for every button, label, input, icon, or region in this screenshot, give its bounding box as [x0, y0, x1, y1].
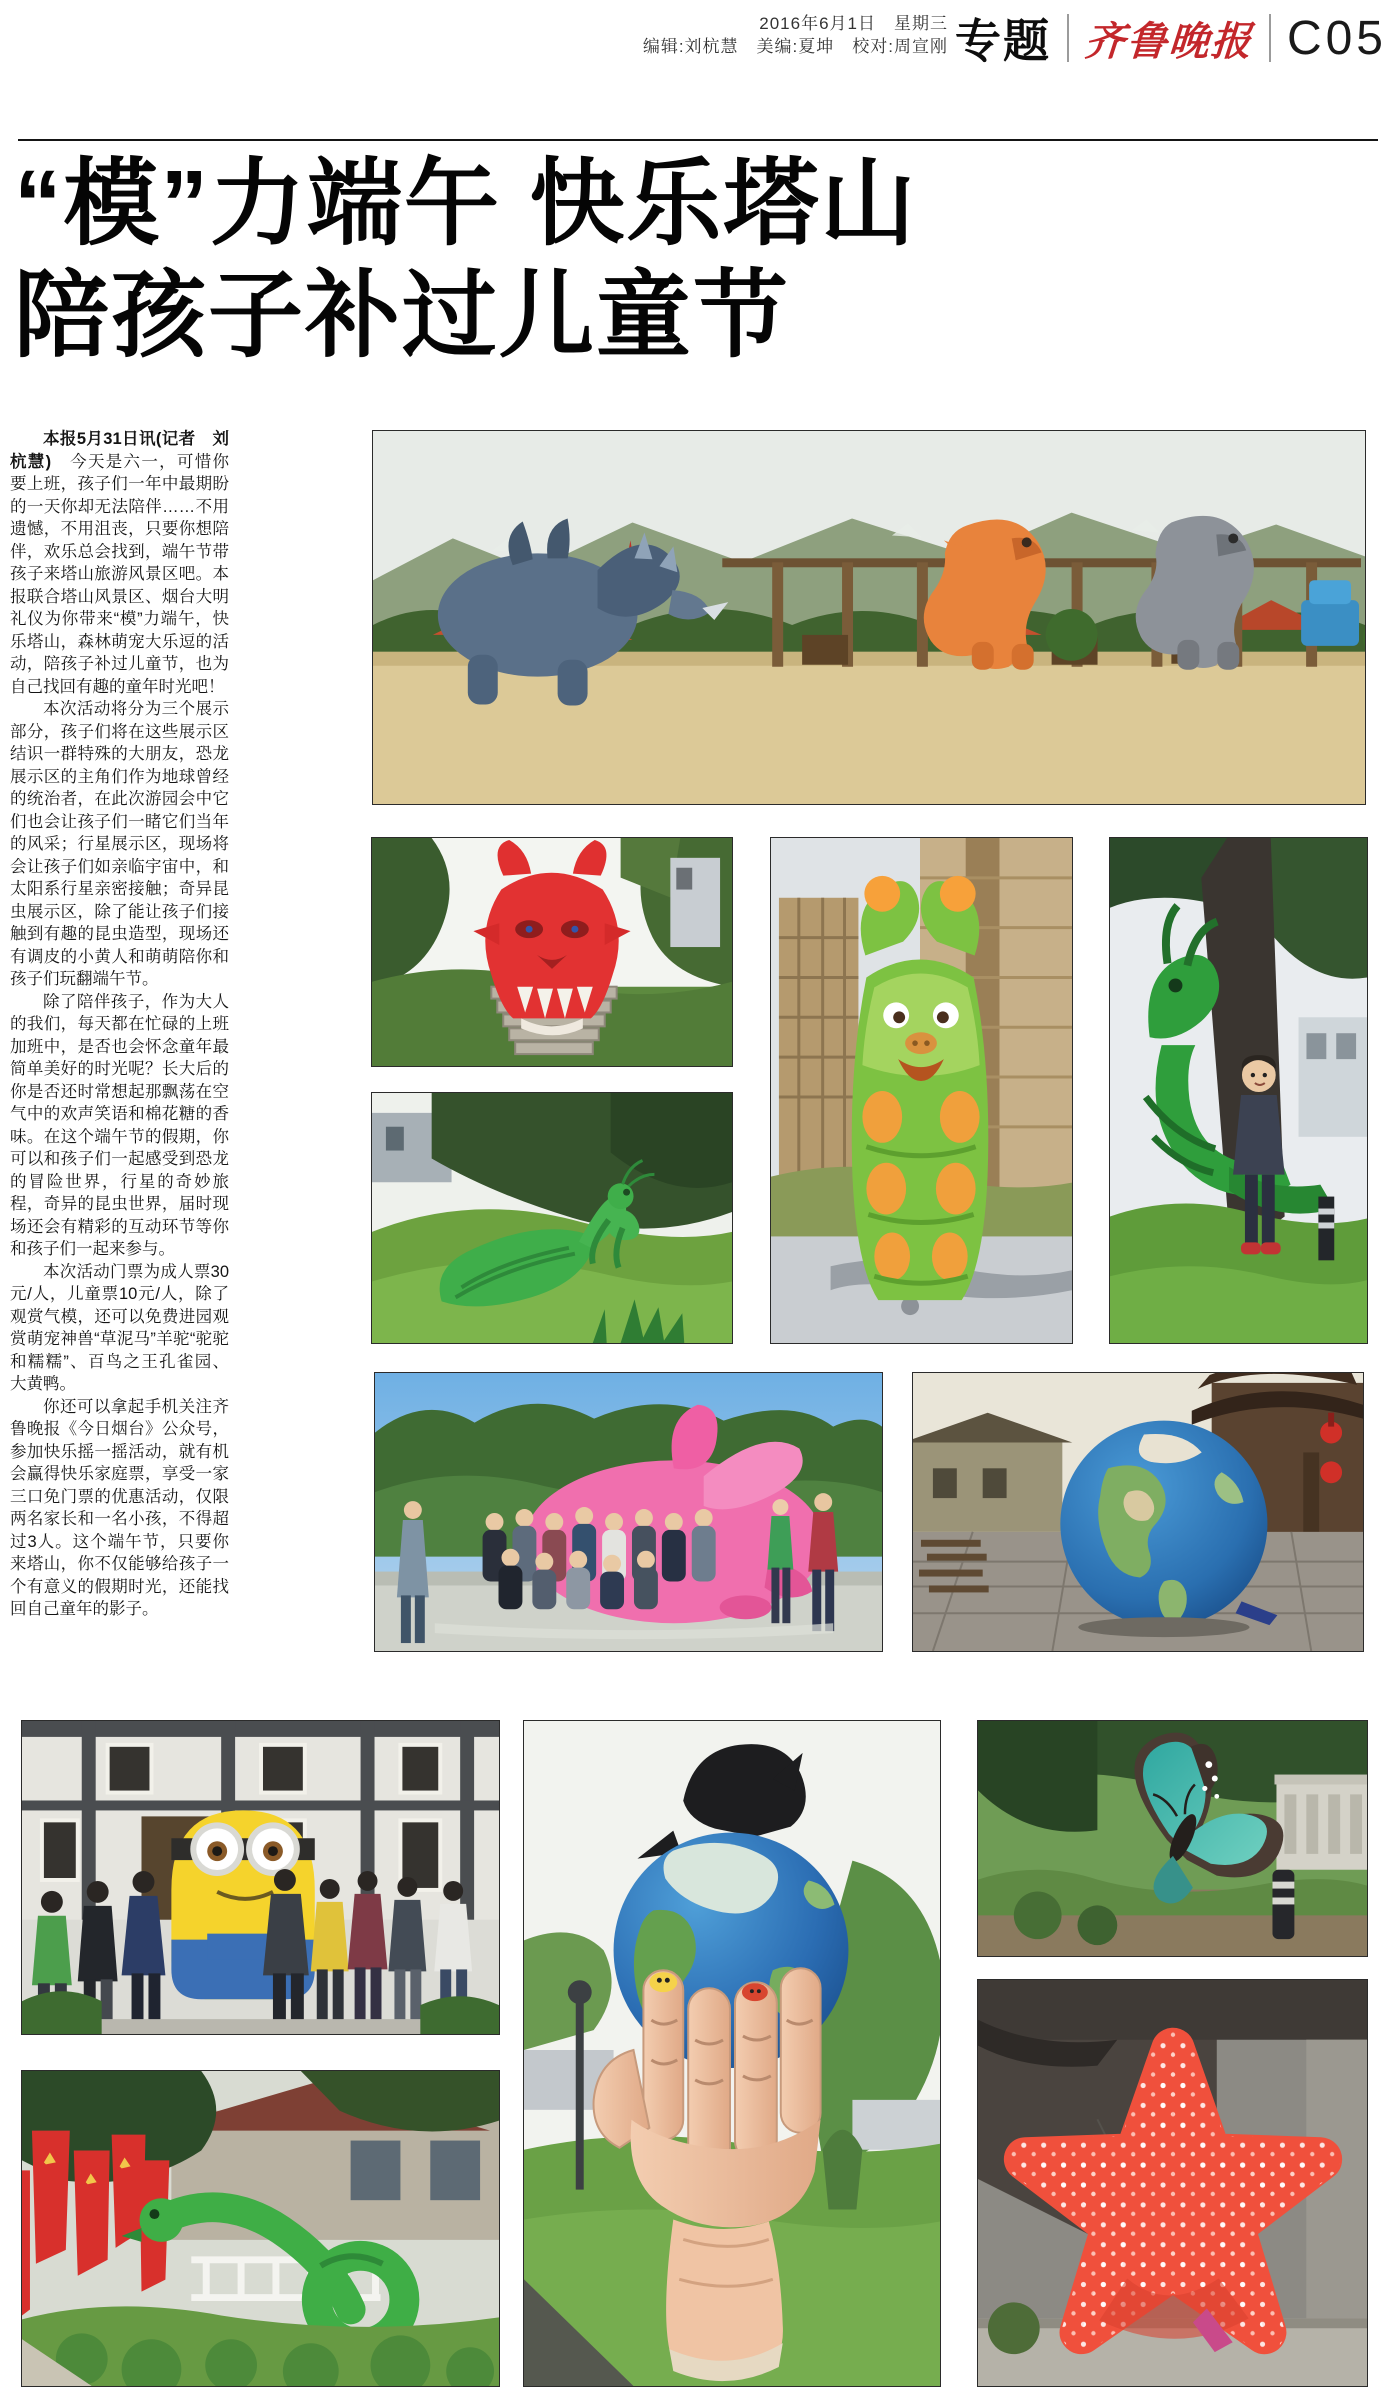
- earth-globe-courtyard-photo: [912, 1372, 1364, 1652]
- header-rule: [18, 139, 1378, 141]
- page-number: C05: [1286, 11, 1387, 65]
- lanterns-snake-photo: [21, 2070, 500, 2387]
- header-meta: [643, 12, 948, 58]
- page-title: [14, 148, 917, 372]
- article-paragraph: 你还可以拿起手机关注齐鲁晚报《今日烟台》公众号，参加快乐摇一摇活动，就有机会赢得快乐家庭票，享受一家三口免门票的优惠活动，仅限两名家长和一名小孩，不得超过3人。这个端午节，只要你来塔山，你不仅能够给孩子一个有意义的假期时光，还能找回自己童年的影子。: [10, 1397, 229, 1618]
- tree-grasshopper-photo: [1109, 837, 1368, 1344]
- masthead: [955, 10, 1387, 66]
- publish-date: 2016年6月1日 星期三: [759, 14, 948, 33]
- article-paragraph: 除了陪伴孩子，作为大人的我们，每天都在忙碌的上班加班中，是否也会怀念童年最简单美好的时光呢？长大后的你是否还时常想起那飘荡在空气中的欢声笑语和棉花糖的香味。在这个端午节的假期，你可以和孩子们一起感受到恐龙的冒险世界，行星的奇妙旅程，奇异的昆虫世界，届时现场还会有精彩的互动环节等你和孩子们一起来参与。: [10, 992, 229, 1258]
- dinosaur-park-photo: [372, 430, 1366, 805]
- minion-crowd-photo: [21, 1720, 500, 2035]
- newspaper-logo: 齐鲁晚报: [1083, 17, 1255, 65]
- masthead-divider: [1067, 14, 1069, 62]
- hand-holding-globe-photo: [523, 1720, 941, 2387]
- headline-line1: “模”力端午 快乐塔山: [14, 151, 918, 257]
- article-lead: 本报5月31日讯(记者 刘杭慧): [10, 430, 229, 471]
- section-label: 专题: [954, 15, 1051, 67]
- butterfly-photo: [977, 1720, 1368, 1957]
- red-demon-gate-photo: [371, 837, 733, 1067]
- caterpillar-photo: [770, 837, 1073, 1344]
- article-paragraph: 本次活动门票为成人票30元/人，儿童票10元/人，除了观赏气模，还可以免费进园观赏萌宠神兽“草泥马”羊驼“驼驼和糯糯”、百鸟之王孔雀园、大黄鸭。: [10, 1262, 229, 1393]
- article-body: [10, 428, 229, 1621]
- red-star-photo: [977, 1979, 1368, 2387]
- headline-line2: 陪孩子补过儿童节: [14, 263, 791, 369]
- article-lead-rest: 今天是六一，可惜你要上班，孩子们一年中最期盼的一天你却无法陪伴……不用遗憾，不用沮丧，只要你想陪伴，欢乐总会找到，端午节带孩子来塔山旅游风景区吧。本报联合塔山风景区、烟台大明礼仪为你带来“模”力端午，快乐塔山，森林萌宠大乐逗的活动，陪孩子补过儿童节，也为自己找回有趣的童年时光吧！: [10, 452, 229, 696]
- article-paragraph: [10, 428, 229, 698]
- green-mantis-photo: [371, 1092, 733, 1344]
- masthead-divider: [1269, 14, 1271, 62]
- editors-line: 编辑:刘杭慧 美编:夏坤 校对:周宣刚: [642, 37, 948, 56]
- pink-rabbit-group-photo: [374, 1372, 883, 1652]
- article-paragraph: 本次活动将分为三个展示部分，孩子们将在这些展示区结识一群特殊的大朋友，恐龙展示区的主角们作为地球曾经的统治者，在此次游园会中它们也会让孩子们一睹它们当年的风采；行星展示区，现场将会让孩子们如亲临宇宙中，和太阳系行星亲密接触；奇异昆虫展示区，除了能让孩子们接触到有趣的昆虫造型，现场还有调皮的小黄人和萌萌陪你和孩子们玩翻端午节。: [10, 700, 229, 988]
